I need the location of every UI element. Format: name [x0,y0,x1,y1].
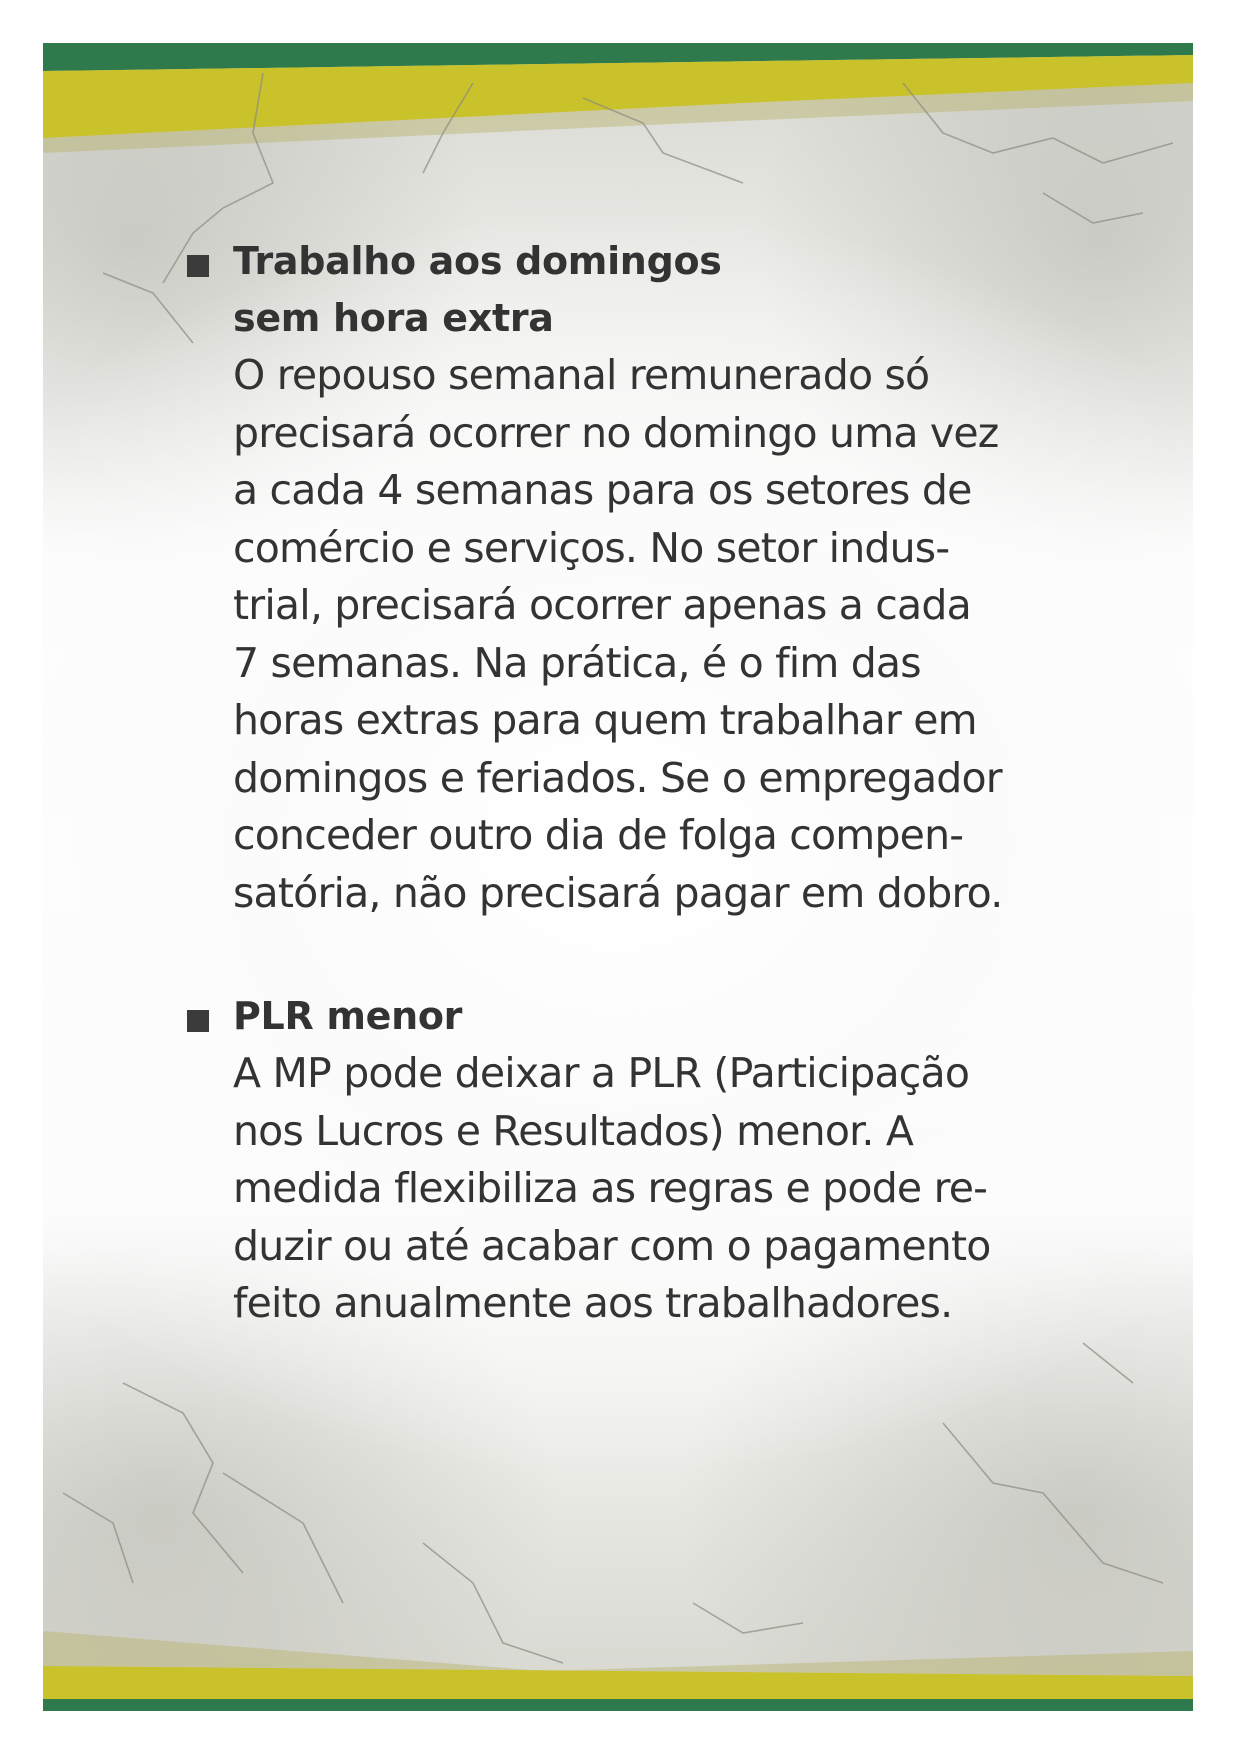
body-line: medida flexibiliza as regras e pode re- [233,1164,988,1212]
body-line: domingos e feriados. Se o empregador [233,753,1002,802]
body-line: satória, não precisará pagar em dobro. [233,868,1003,917]
content-panel [43,43,1193,1711]
body-line: feito anualmente aos trabalhadores. [233,1279,953,1327]
square-bullet-icon [187,1010,209,1032]
section-trabalho-domingos [233,233,1113,922]
body-line: O repouso semanal remunerado só [233,351,930,399]
body-line: conceder outro dia de folga compen- [233,811,964,859]
section-heading [233,233,1113,347]
body-line: horas extras para quem trabalhar em [233,696,977,744]
heading-line: Trabalho aos domingos [233,239,722,283]
square-bullet-icon [187,255,209,277]
section-plr-menor [233,988,1113,1333]
body-line: nos Lucros e Resultados) menor. A [233,1106,914,1155]
section-body [233,1045,1113,1333]
body-line: duzir ou até acabar com o pagamento [233,1221,991,1270]
section-heading [233,988,1113,1045]
body-line: A MP pode deixar a PLR (Participação [233,1049,970,1097]
body-line: comércio e serviços. No setor indus- [233,523,950,572]
heading-line: PLR menor [233,994,463,1038]
heading-line: sem hora extra [233,296,554,340]
body-line: a cada 4 semanas para os setores de [233,466,972,514]
section-body [233,347,1113,922]
body-line: 7 semanas. Na prática, é o fim das [233,638,921,687]
body-line: trial, precisará ocorrer apenas a cada [233,581,971,629]
body-line: precisará ocorrer no domingo uma vez [233,408,999,457]
